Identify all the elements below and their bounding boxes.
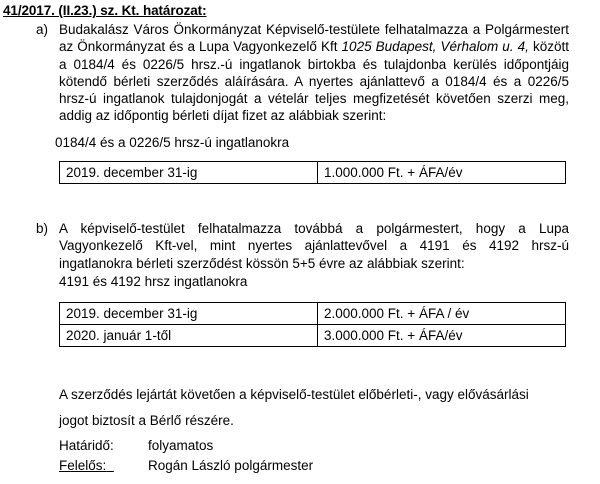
table-cell-fee: 2.000.000 Ft. + ÁFA / év [318, 303, 566, 325]
section-b-paragraph [59, 220, 569, 272]
table-row [60, 162, 566, 184]
table-cell-period: 2019. december 31-ig [60, 303, 318, 325]
section-a-line: a 0184/4 és 0226/5 hrsz.-ú ingatlanok birtokba és tulajdonba kerülés időpontjáig [59, 56, 569, 72]
section-a-line-part: között [532, 39, 569, 55]
section-b-marker: b) [36, 221, 49, 236]
section-b-line: ingatlanokra bérleti szerződést kössön 5+5 évre az alábbiak szerint: [59, 255, 465, 271]
section-b-line: A képviselő-testület felhatalmazza továbbá a polgármestert, hogy a Lupa [59, 221, 569, 236]
section-a-marker: a) [36, 22, 49, 37]
resolution-title: 41/2017. (II.23.) sz. Kt. határozat: [3, 3, 207, 18]
section-a-line: kötendő bérleti szerződés aláírására. A nyertes ajánlattevő a 0184/4 és a 0226/5 [59, 73, 569, 89]
deadline-label: Határidő: [59, 438, 114, 453]
table-cell-fee: 1.000.000 Ft. + ÁFA/év [318, 162, 566, 184]
deadline-value: folyamatos [148, 438, 214, 453]
closing-line: A szerződés lejártát követően a képviselő-testület előbérleti-, vagy elővásárlási [59, 387, 529, 402]
table-row [60, 303, 566, 325]
table-cell-period: 2020. január 1-től [60, 325, 318, 347]
responsible-value: Rogán László polgármester [148, 458, 314, 473]
section-a-line: Budakalász Város Önkormányzat Képviselő-testülete felhatalmazza a Polgármestert [59, 22, 569, 37]
section-a-line-part: az Önkormányzat és a Lupa Vagyonkezelő Kft [59, 39, 338, 55]
table-row [60, 325, 566, 347]
responsible-label-text: Felelős: [59, 458, 107, 473]
section-a-table [59, 161, 566, 184]
company-address: 1025 Budapest, Vérhalom u. 4, [341, 39, 529, 55]
table-cell-period: 2019. december 31-ig [60, 162, 318, 184]
section-b-line: Vagyonkezelő Kft-vel, mint nyertes ajánlattevővel a 4191 és 4192 hrsz-ú [59, 238, 569, 254]
section-a-line [59, 38, 569, 55]
section-a-paragraph [59, 21, 569, 125]
closing-line: jogot biztosít a Bérlő részére. [59, 413, 234, 428]
closing-paragraph [59, 382, 529, 434]
responsible-label [59, 457, 114, 474]
section-a-subheading: 0184/4 és a 0226/5 hrsz-ú ingatlanokra [55, 135, 290, 150]
section-b-subheading: 4191 és 4192 hrsz ingatlanokra [59, 274, 248, 289]
section-a-line: hrsz-ú ingatlanok tulajdonjogát a vételár teljes megfizetését követően szerzi meg, [59, 91, 569, 107]
section-b-table [59, 302, 566, 347]
table-cell-fee: 3.000.000 Ft. + ÁFA/év [318, 325, 566, 347]
section-a-line: addig az időpontig bérleti díjat fizet az alábbiak szerint: [59, 108, 387, 124]
